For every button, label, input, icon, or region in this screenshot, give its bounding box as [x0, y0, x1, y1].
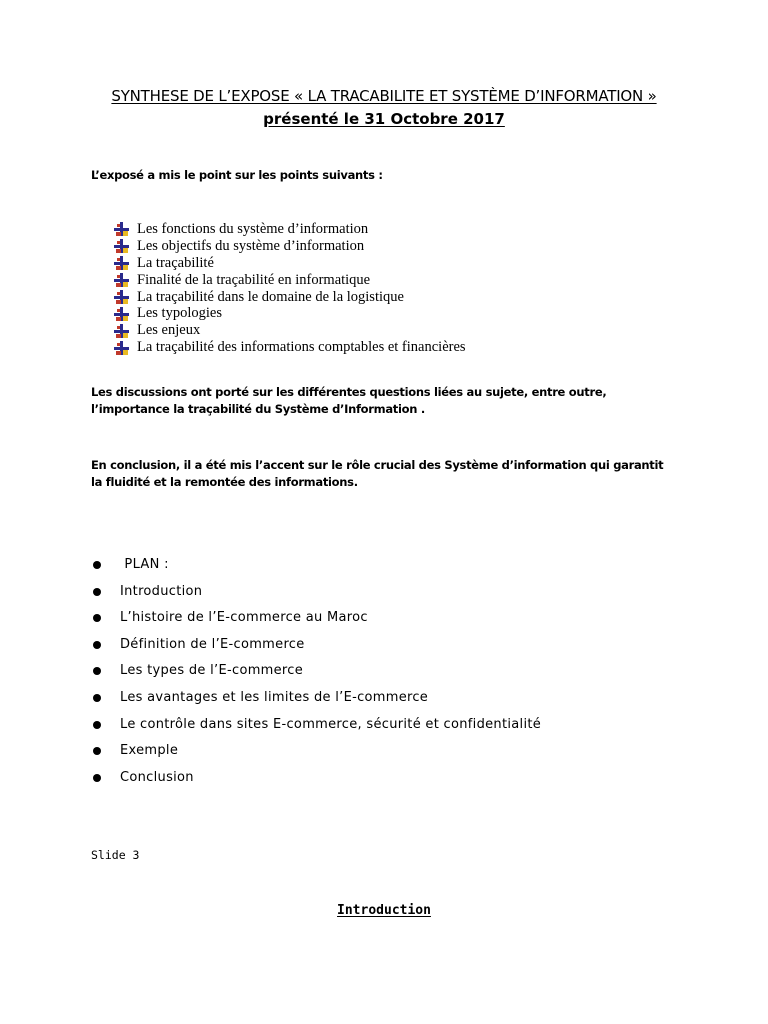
point-text: Les fonctions du système d’information	[137, 221, 369, 237]
point-item	[114, 238, 466, 255]
plan-item	[91, 608, 541, 635]
filled-circle-icon	[93, 641, 101, 649]
plan-item-text: Introduction	[120, 583, 203, 599]
plan-item	[91, 688, 541, 715]
point-item	[114, 255, 466, 272]
plan-item	[91, 555, 541, 582]
plan-item-text: Conclusion	[120, 769, 194, 785]
plan-item	[91, 661, 541, 688]
plan-list	[91, 555, 541, 794]
plan-item-text: Les avantages et les limites de l’E-commerce	[120, 689, 429, 705]
point-item	[114, 305, 466, 322]
point-text: Les objectifs du système d’information	[137, 237, 365, 254]
filled-circle-icon	[93, 667, 101, 675]
arrow-bullet-icon	[114, 341, 129, 355]
document-title-text: SYNTHESE DE L’EXPOSE « LA TRACABILITE ET SYSTÈME D’INFORMATION »	[111, 87, 657, 105]
document-title	[0, 87, 768, 105]
arrow-bullet-icon	[114, 307, 129, 321]
points-list	[114, 221, 466, 356]
plan-item-text: Exemple	[120, 743, 179, 759]
intro-paragraph: L’exposé a mis le point sur les points suivants :	[91, 168, 383, 182]
plan-item-text: L’histoire de l’E-commerce au Maroc	[120, 610, 368, 626]
arrow-bullet-icon	[114, 324, 129, 338]
slide-label: Slide 3	[91, 848, 140, 862]
section-heading: Introduction	[337, 903, 431, 918]
filled-circle-icon	[93, 694, 101, 702]
point-item	[114, 322, 466, 339]
filled-circle-icon	[93, 614, 101, 622]
point-item	[114, 272, 466, 289]
point-text: Finalité de la traçabilité en informatique	[137, 271, 371, 288]
arrow-bullet-icon	[114, 239, 129, 253]
arrow-bullet-icon	[114, 222, 129, 236]
discussion-paragraph: Les discussions ont porté sur les différentes questions liées au sujete, entre outre, l’importance la traçabilité du Système d’Information .	[91, 385, 607, 416]
point-item	[114, 339, 466, 356]
plan-item	[91, 768, 541, 795]
filled-circle-icon	[93, 721, 101, 729]
plan-item	[91, 582, 541, 609]
point-text: La traçabilité des informations comptables et financières	[137, 339, 466, 356]
point-item	[114, 221, 466, 238]
filled-circle-icon	[93, 747, 101, 755]
filled-circle-icon	[93, 774, 101, 782]
plan-item	[91, 715, 541, 742]
point-item	[114, 289, 466, 306]
document-date-text: présenté le 31 Octobre 2017	[263, 110, 505, 128]
arrow-bullet-icon	[114, 273, 129, 287]
arrow-bullet-icon	[114, 256, 129, 270]
filled-circle-icon	[93, 561, 101, 569]
document-date-line	[0, 110, 768, 128]
point-text: La traçabilité	[137, 254, 214, 271]
point-text: La traçabilité dans le domaine de la logistique	[137, 288, 404, 305]
arrow-bullet-icon	[114, 290, 129, 304]
point-text: Les typologies	[137, 305, 222, 322]
plan-item-text: Le contrôle dans sites E-commerce, sécurité et confidentialité	[120, 716, 542, 732]
plan-item	[91, 635, 541, 662]
conclusion-paragraph: En conclusion, il a été mis l’accent sur le rôle crucial des Système d’information qui garantit la fluidité et la remontée des informations.	[91, 458, 664, 489]
plan-item-text: PLAN :	[120, 557, 169, 572]
plan-item-text: Les types de l’E-commerce	[120, 663, 304, 679]
plan-item	[91, 741, 541, 768]
plan-item-text: Définition de l’E-commerce	[120, 636, 305, 652]
filled-circle-icon	[93, 588, 101, 596]
point-text: Les enjeux	[137, 322, 201, 339]
